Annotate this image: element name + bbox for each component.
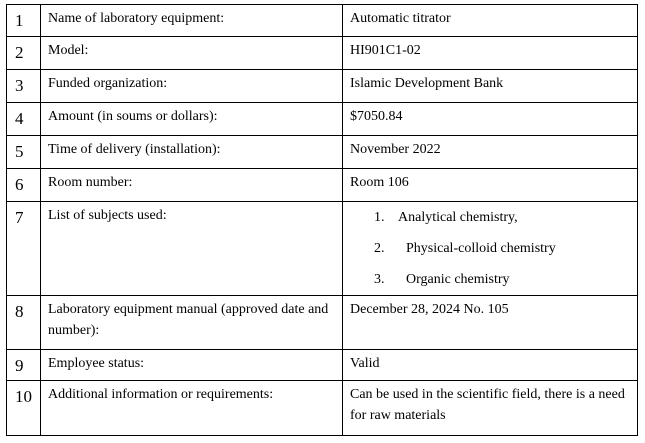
- field-value: Room 106: [343, 169, 638, 202]
- subject-name: Physical-colloid chemistry: [406, 241, 556, 256]
- table-row: [7, 70, 638, 103]
- row-number: 3: [7, 70, 41, 103]
- table-row: [7, 381, 638, 436]
- row-number: 2: [7, 37, 41, 70]
- row-number: 9: [7, 350, 41, 381]
- list-item: [350, 233, 631, 264]
- row-number: 7: [7, 202, 41, 296]
- field-label: Laboratory equipment manual (approved date and number):: [41, 296, 343, 350]
- field-value: December 28, 2024 No. 105: [343, 296, 638, 350]
- row-number: 10: [7, 381, 41, 436]
- table-row: [7, 5, 638, 37]
- list-index: 2.: [374, 241, 385, 256]
- field-label: Additional information or requirements:: [41, 381, 343, 436]
- field-label: Room number:: [41, 169, 343, 202]
- row-number: 4: [7, 103, 41, 136]
- field-label: Name of laboratory equipment:: [41, 5, 343, 37]
- subjects-list: [350, 202, 631, 295]
- list-item: [350, 264, 631, 295]
- field-value: November 2022: [343, 136, 638, 169]
- subject-name: Analytical chemistry,: [398, 210, 518, 225]
- field-value: Islamic Development Bank: [343, 70, 638, 103]
- subjects-cell: [343, 202, 638, 296]
- table-row: [7, 169, 638, 202]
- table-row: [7, 350, 638, 381]
- field-value: Valid: [343, 350, 638, 381]
- row-number: 5: [7, 136, 41, 169]
- table-row: [7, 136, 638, 169]
- row-number: 8: [7, 296, 41, 350]
- row-number: 1: [7, 5, 41, 37]
- field-value: Automatic titrator: [343, 5, 638, 37]
- field-label: Model:: [41, 37, 343, 70]
- field-label: Employee status:: [41, 350, 343, 381]
- table-row: [7, 202, 638, 296]
- field-value: Can be used in the scientific field, there is a need for raw materials: [343, 381, 638, 436]
- list-item: [350, 202, 631, 233]
- list-index: 3.: [374, 272, 385, 287]
- row-number: 6: [7, 169, 41, 202]
- equipment-info-table: [6, 4, 638, 436]
- field-label: List of subjects used:: [41, 202, 343, 296]
- table-row: [7, 296, 638, 350]
- list-index: 1.: [374, 210, 385, 225]
- table-row: [7, 37, 638, 70]
- field-label: Amount (in soums or dollars):: [41, 103, 343, 136]
- field-label: Time of delivery (installation):: [41, 136, 343, 169]
- subject-name: Organic chemistry: [406, 272, 510, 287]
- field-value: $7050.84: [343, 103, 638, 136]
- table-row: [7, 103, 638, 136]
- field-value: HI901C1-02: [343, 37, 638, 70]
- field-label: Funded organization:: [41, 70, 343, 103]
